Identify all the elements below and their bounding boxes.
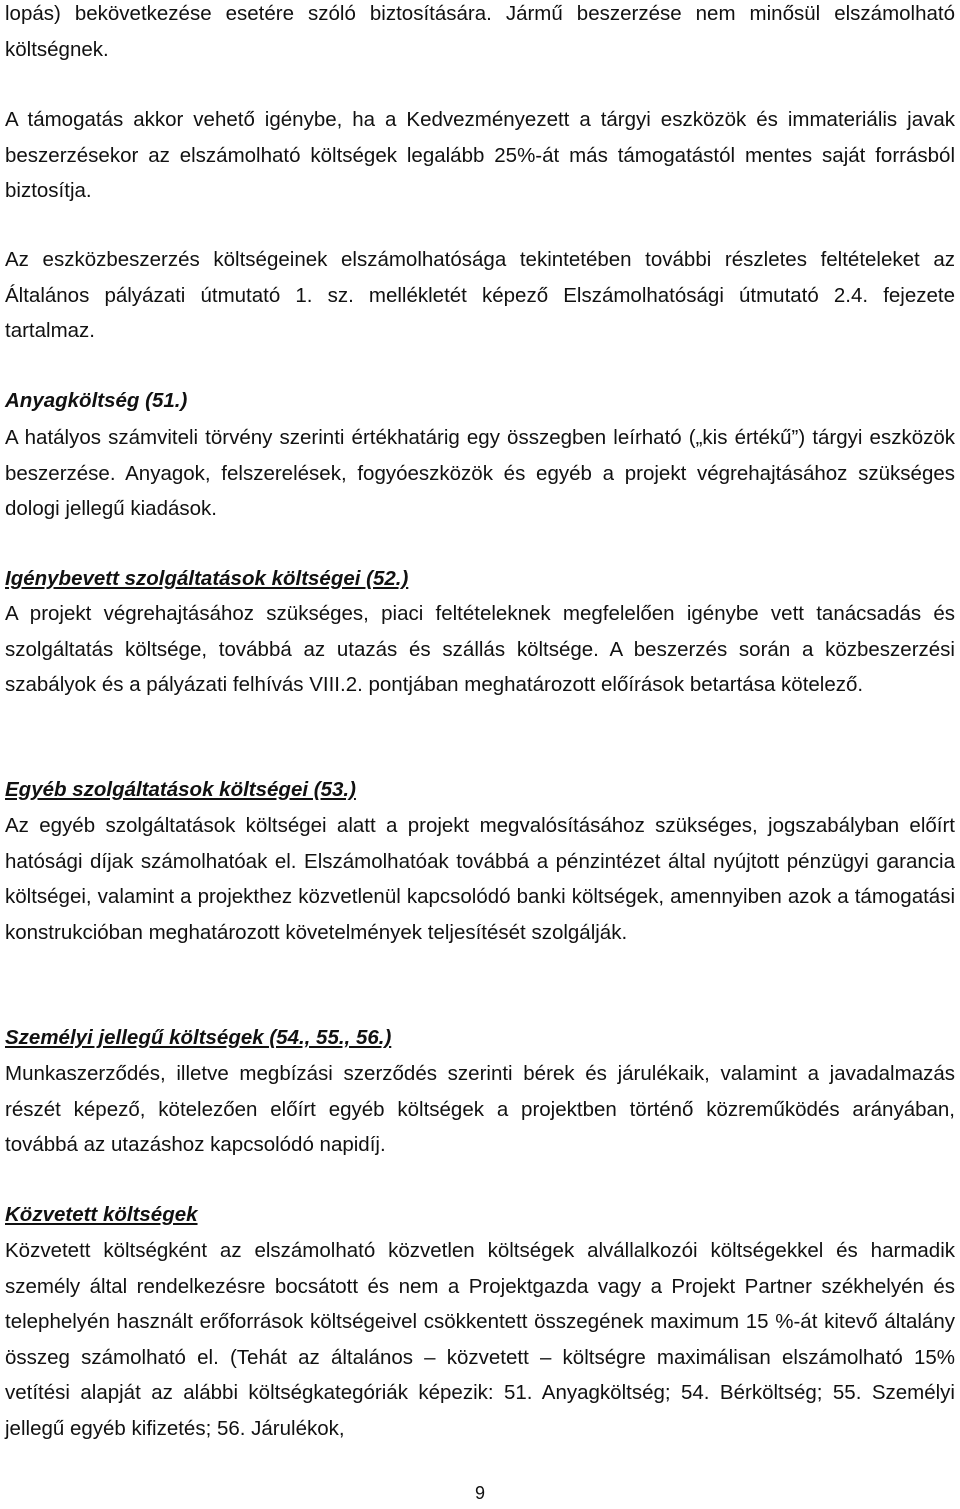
- page-number: 9: [474, 1483, 485, 1503]
- heading-material-costs: Anyagköltség (51.): [5, 389, 188, 412]
- paragraph-indirect-costs: Közvetett költségként az elszámolható közvetlen költségek alvállalkozói költségekkel és harmadik személy által rendelkezésre bocsátott és nem a Projektgazda vagy a Projekt Partner székhelyén és telephelyén használt erőforrások költségeivel csökkentett összegének maximum 15 %-át kitevő általány összeg számolható el. (Tehát az általános – közvetett – költségre maximálisan elszámolható 15% vetítési alapját az alábbi költségkategóriák képezik: 51. Anyagköltség; 54. Bérköltség; 55. Személyi jellegű egyéb kifizetés; 56. Járulékok,: [5, 1239, 955, 1440]
- paragraph-services-costs: A projekt végrehajtásához szükséges, piaci feltételeknek megfelelően igénybe vett tanácsadás és szolgáltatás költsége, továbbá az utazás és szállás költsége. A beszerzés során a közbeszerzési szabályok és a pályázati felhívás VIII.2. pontjában meghatározott előírások betartása kötelező.: [5, 602, 955, 696]
- heading-services-costs: Igénybevett szolgáltatások költségei (52.): [5, 567, 409, 590]
- paragraph-material-costs: A hatályos számviteli törvény szerinti értékhatárig egy összegben leírható („kis értékű”) tárgyi eszközök beszerzése. Anyagok, felszerelések, fogyóeszközök és egyéb a projekt végrehajtásához szükséges dologi jellegű kiadások.: [5, 426, 955, 520]
- heading-personnel-costs: Személyi jellegű költségek (54., 55., 56.): [5, 1026, 392, 1049]
- heading-indirect-costs: Közvetett költségek: [5, 1203, 198, 1226]
- paragraph-other-services-costs: Az egyéb szolgáltatások költségei alatt a projekt megvalósításához szükséges, jogszabályban előírt hatósági díjak számolhatóak el. Elszámolhatóak továbbá a pénzintézet által nyújtott pénzügyi garancia költségei, valamint a projekthez közvetlenül kapcsolódó banki költségek, amennyiben azok a támogatási konstrukcióban meghatározott követelmények teljesítését szolgálják.: [5, 814, 955, 944]
- paragraph-personnel-costs: Munkaszerződés, illetve megbízási szerződés szerinti bérek és járulékaik, valamint a javadalmazás részét képező, kötelezően előírt egyéb költségek a projektben történő közreműködés arányában, továbbá az utazáshoz kapcsolódó napidíj.: [5, 1062, 955, 1156]
- paragraph-asset-eligibility: Az eszközbeszerzés költségeinek elszámolhatósága tekintetében további részletes feltételeket az Általános pályázati útmutató 1. sz. mellékletét képező Elszámolhatósági útmutató 2.4. fejezete tartalmaz.: [5, 248, 955, 342]
- heading-other-services-costs: Egyéb szolgáltatások költségei (53.): [5, 778, 356, 801]
- paragraph-continuation: lopás) bekövetkezése esetére szóló biztosítására. Jármű beszerzése nem minősül elszámolható költségnek.: [5, 2, 955, 61]
- paragraph-support-conditions: A támogatás akkor vehető igénybe, ha a Kedvezményezett a tárgyi eszközök és immateriális javak beszerzésekor az elszámolható költségek legalább 25%-át más támogatástól mentes saját forrásból biztosítja.: [5, 108, 955, 202]
